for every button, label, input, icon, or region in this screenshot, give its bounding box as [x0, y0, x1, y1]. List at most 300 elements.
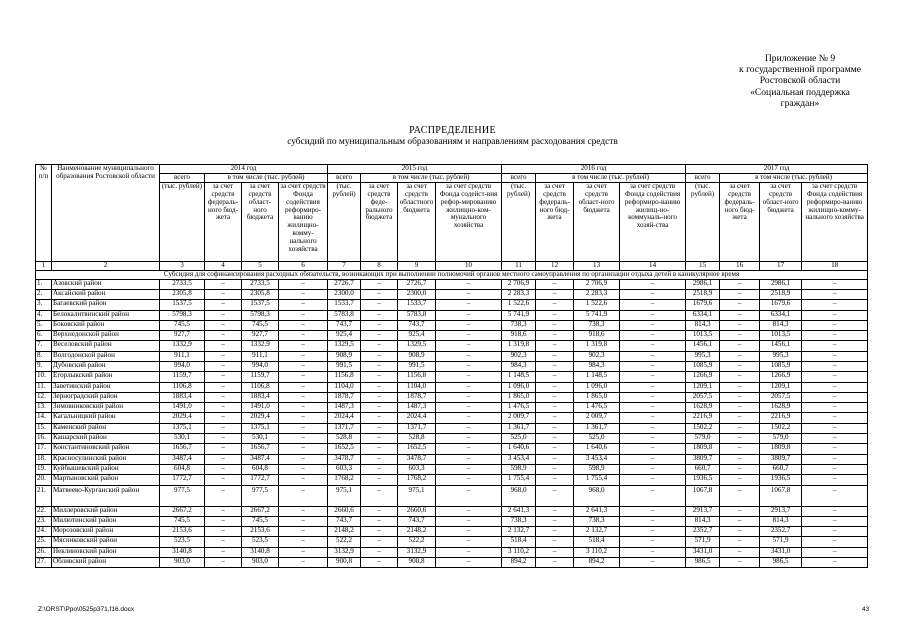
- total-value: 911,1: [160, 351, 205, 361]
- row-number: 17.: [36, 444, 52, 454]
- total-value: 994,0: [160, 362, 205, 372]
- fund-value: –: [279, 475, 328, 485]
- federal-value: –: [361, 485, 398, 506]
- regional-value: 1679,6: [760, 300, 802, 310]
- federal-value: –: [205, 310, 242, 320]
- row-number: 4.: [36, 310, 52, 320]
- total-value: 1 096,0: [502, 382, 536, 392]
- table-row: [36, 454, 868, 464]
- federal-value: –: [536, 289, 574, 299]
- regional-value: 5798,3: [242, 310, 279, 320]
- district-name: Миллеровский район: [52, 506, 160, 516]
- fund-value: –: [436, 423, 502, 433]
- fund-value: –: [802, 475, 868, 485]
- federal-value: –: [720, 558, 760, 568]
- regional-value: 2518,9: [760, 289, 802, 299]
- appendix-line: Приложение № 9: [764, 53, 836, 64]
- fund-value: –: [802, 300, 868, 310]
- regional-value: 525,0: [574, 434, 620, 444]
- total-value: 1 865,0: [502, 392, 536, 402]
- total-value: 2148,2: [328, 527, 361, 537]
- federal-value: –: [536, 403, 574, 413]
- regional-value: 1106,8: [242, 382, 279, 392]
- district-name: Константиновский район: [52, 444, 160, 454]
- header-including: в том числе (тыс. рублей): [361, 173, 502, 182]
- district-name: Мясниковский район: [52, 537, 160, 547]
- regional-value: 523,5: [242, 537, 279, 547]
- regional-value: 918,6: [574, 331, 620, 341]
- regional-value: 1375,1: [242, 423, 279, 433]
- fund-value: –: [620, 279, 686, 289]
- total-value: 2 641,3: [502, 506, 536, 516]
- total-value: 1013,5: [686, 331, 720, 341]
- fund-value: –: [279, 403, 328, 413]
- fund-value: –: [436, 516, 502, 526]
- total-value: 2216,9: [686, 413, 720, 423]
- fund-value: –: [436, 403, 502, 413]
- col-number: 15: [686, 261, 720, 270]
- table-row: [36, 506, 868, 516]
- col-number: 2: [52, 261, 160, 270]
- federal-value: –: [536, 341, 574, 351]
- total-value: 1156,8: [328, 372, 361, 382]
- regional-value: 1 319,8: [574, 341, 620, 351]
- fund-value: –: [279, 289, 328, 299]
- regional-value: 2733,5: [242, 279, 279, 289]
- appendix-line: граждан»: [780, 97, 820, 109]
- federal-value: –: [536, 444, 574, 454]
- fund-value: –: [802, 320, 868, 330]
- header-fund: за счет средств Фонда содействия реформиро-ванию жилищно-комму-нального хозяйства: [279, 182, 328, 261]
- regional-value: 911,1: [242, 351, 279, 361]
- col-number: 18: [802, 261, 868, 270]
- fund-value: –: [279, 382, 328, 392]
- fund-value: –: [802, 558, 868, 568]
- regional-value: 745,5: [242, 516, 279, 526]
- regional-value: 2352,7: [760, 527, 802, 537]
- header-federal: за счет средств федераль-ного бюд-жета: [536, 182, 574, 261]
- federal-value: –: [536, 331, 574, 341]
- regional-value: 991,5: [398, 362, 436, 372]
- federal-value: –: [205, 516, 242, 526]
- col-number: 17: [760, 261, 802, 270]
- federal-value: –: [720, 434, 760, 444]
- total-value: 604,8: [160, 464, 205, 474]
- regional-value: 2 283,3: [574, 289, 620, 299]
- regional-value: 604,8: [242, 464, 279, 474]
- total-value: 1 640,6: [502, 444, 536, 454]
- federal-value: –: [361, 527, 398, 537]
- total-value: 603,3: [328, 464, 361, 474]
- fund-value: –: [279, 300, 328, 310]
- row-number: 20.: [36, 475, 52, 485]
- regional-value: 2726,7: [398, 279, 436, 289]
- total-value: 2024,4: [328, 413, 361, 423]
- total-value: 5 741,9: [502, 310, 536, 320]
- total-value: 579,0: [686, 434, 720, 444]
- regional-value: 1159,7: [242, 372, 279, 382]
- total-value: 1 148,5: [502, 372, 536, 382]
- federal-value: –: [205, 527, 242, 537]
- federal-value: –: [205, 485, 242, 506]
- total-value: 1679,6: [686, 300, 720, 310]
- fund-value: –: [436, 485, 502, 506]
- federal-value: –: [720, 351, 760, 361]
- total-value: 2300,0: [328, 289, 361, 299]
- district-name: Егорлыкский район: [52, 372, 160, 382]
- district-name: Дубовский район: [52, 362, 160, 372]
- regional-value: 738,3: [574, 516, 620, 526]
- subsidy-table: [35, 164, 868, 568]
- fund-value: –: [802, 527, 868, 537]
- fund-value: –: [436, 475, 502, 485]
- federal-value: –: [361, 516, 398, 526]
- federal-value: –: [361, 341, 398, 351]
- federal-value: –: [536, 392, 574, 402]
- row-number: 2.: [36, 289, 52, 299]
- fund-value: –: [279, 558, 328, 568]
- regional-value: 3809,7: [760, 454, 802, 464]
- total-value: 3 453,4: [502, 454, 536, 464]
- total-value: 1106,8: [160, 382, 205, 392]
- fund-value: –: [436, 537, 502, 547]
- fund-value: –: [279, 454, 328, 464]
- federal-value: –: [720, 527, 760, 537]
- fund-value: –: [436, 454, 502, 464]
- header-regional: за счет средств областного бюджета: [398, 182, 436, 261]
- federal-value: –: [536, 310, 574, 320]
- total-value: 977,5: [160, 485, 205, 506]
- federal-value: –: [205, 413, 242, 423]
- regional-value: 738,3: [574, 320, 620, 330]
- federal-value: –: [205, 423, 242, 433]
- table-body: [36, 279, 868, 568]
- header-year-2014: 2014 год: [160, 165, 328, 174]
- col-number: 13: [574, 261, 620, 270]
- total-value: 2733,5: [160, 279, 205, 289]
- row-number: 27.: [36, 558, 52, 568]
- header-total-unit: (тыс. рублей): [502, 182, 536, 261]
- regional-value: 2300,0: [398, 289, 436, 299]
- federal-value: –: [361, 331, 398, 341]
- federal-value: –: [205, 444, 242, 454]
- row-number: 15.: [36, 423, 52, 433]
- total-value: 530,1: [160, 434, 205, 444]
- regional-value: 2024,4: [398, 413, 436, 423]
- federal-value: –: [205, 403, 242, 413]
- fund-value: –: [802, 434, 868, 444]
- fund-value: –: [279, 444, 328, 454]
- total-value: 3 110,2: [502, 547, 536, 557]
- federal-value: –: [536, 382, 574, 392]
- regional-value: 1656,7: [242, 444, 279, 454]
- fund-value: –: [279, 310, 328, 320]
- federal-value: –: [720, 289, 760, 299]
- total-value: 2 132,7: [502, 527, 536, 537]
- fund-value: –: [436, 434, 502, 444]
- header-regional: за счет средств област-ного бюджета: [242, 182, 279, 261]
- federal-value: –: [361, 351, 398, 361]
- table-row: [36, 289, 868, 299]
- total-value: 991,5: [328, 362, 361, 372]
- federal-value: –: [536, 537, 574, 547]
- regional-value: 977,5: [242, 485, 279, 506]
- federal-value: –: [205, 434, 242, 444]
- federal-value: –: [720, 485, 760, 506]
- district-name: Боковский район: [52, 320, 160, 330]
- regional-value: 1487,3: [398, 403, 436, 413]
- regional-value: 528,8: [398, 434, 436, 444]
- regional-value: 1883,4: [242, 392, 279, 402]
- federal-value: –: [720, 413, 760, 423]
- total-value: 1159,7: [160, 372, 205, 382]
- total-value: 1537,5: [160, 300, 205, 310]
- total-value: 2029,4: [160, 413, 205, 423]
- federal-value: –: [720, 310, 760, 320]
- district-name: Зерноградский район: [52, 392, 160, 402]
- federal-value: –: [205, 351, 242, 361]
- federal-value: –: [361, 382, 398, 392]
- total-value: 5798,3: [160, 310, 205, 320]
- total-value: 2986,1: [686, 279, 720, 289]
- federal-value: –: [361, 506, 398, 516]
- document-subtitle: субсидий по муниципальным образованиям и направлениям расходования средств: [287, 137, 618, 147]
- fund-value: –: [620, 289, 686, 299]
- total-value: 927,7: [160, 331, 205, 341]
- fund-value: –: [620, 310, 686, 320]
- district-name: Неклиновский район: [52, 547, 160, 557]
- federal-value: –: [205, 537, 242, 547]
- federal-value: –: [361, 392, 398, 402]
- row-number: 8.: [36, 351, 52, 361]
- col-number: 3: [160, 261, 205, 270]
- total-value: 3140,8: [160, 547, 205, 557]
- regional-value: 894,2: [574, 558, 620, 568]
- fund-value: –: [279, 351, 328, 361]
- table-row: [36, 403, 868, 413]
- regional-value: 3478,7: [398, 454, 436, 464]
- fund-value: –: [436, 413, 502, 423]
- total-value: 814,3: [686, 320, 720, 330]
- total-value: 745,5: [160, 516, 205, 526]
- total-value: 1375,1: [160, 423, 205, 433]
- total-value: 1 755,4: [502, 475, 536, 485]
- regional-value: 522,2: [398, 537, 436, 547]
- header-regional: за счет средств област-ного бюджета: [760, 182, 802, 261]
- fund-value: –: [802, 423, 868, 433]
- total-value: 1104,0: [328, 382, 361, 392]
- total-value: 745,5: [160, 320, 205, 330]
- col-number: 14: [620, 261, 686, 270]
- regional-value: 2057,5: [760, 392, 802, 402]
- federal-value: –: [536, 413, 574, 423]
- total-value: 900,8: [328, 558, 361, 568]
- table-row: [36, 372, 868, 382]
- fund-value: –: [620, 558, 686, 568]
- regional-value: 900,8: [398, 558, 436, 568]
- fund-value: –: [436, 444, 502, 454]
- regional-value: 927,7: [242, 331, 279, 341]
- fund-value: –: [802, 444, 868, 454]
- regional-value: 2 009,7: [574, 413, 620, 423]
- district-name: Обливский район: [52, 558, 160, 568]
- fund-value: –: [436, 300, 502, 310]
- fund-value: –: [436, 527, 502, 537]
- regional-value: 2153,6: [242, 527, 279, 537]
- col-number: 1: [36, 261, 52, 270]
- total-value: 738,3: [502, 516, 536, 526]
- fund-value: –: [620, 516, 686, 526]
- federal-value: –: [720, 506, 760, 516]
- header-total: всего: [502, 173, 536, 182]
- total-value: 894,2: [502, 558, 536, 568]
- fund-value: –: [279, 279, 328, 289]
- district-name: Волгодонской район: [52, 351, 160, 361]
- table-row: [36, 423, 868, 433]
- appendix-line: к государственной программе: [739, 64, 861, 76]
- regional-value: 1628,9: [760, 403, 802, 413]
- district-name: Мартыновский район: [52, 475, 160, 485]
- fund-value: –: [436, 506, 502, 516]
- col-number: 7: [328, 261, 361, 270]
- table-row: [36, 547, 868, 557]
- federal-value: –: [536, 372, 574, 382]
- total-value: 2153,6: [160, 527, 205, 537]
- total-value: 2 706,9: [502, 279, 536, 289]
- regional-value: 579,0: [760, 434, 802, 444]
- federal-value: –: [536, 320, 574, 330]
- regional-value: 3 110,2: [574, 547, 620, 557]
- footer-file-path: Z:\ORST\Ppo\0525p371.f16.docx: [38, 606, 135, 613]
- federal-value: –: [536, 434, 574, 444]
- fund-value: –: [436, 547, 502, 557]
- district-name: Милютинский район: [52, 516, 160, 526]
- regional-value: 1 148,5: [574, 372, 620, 382]
- regional-value: 1768,2: [398, 475, 436, 485]
- federal-value: –: [361, 547, 398, 557]
- federal-value: –: [205, 300, 242, 310]
- total-value: 918,6: [502, 331, 536, 341]
- federal-value: –: [361, 310, 398, 320]
- total-value: 902,3: [502, 351, 536, 361]
- federal-value: –: [536, 464, 574, 474]
- federal-value: –: [536, 506, 574, 516]
- federal-value: –: [205, 475, 242, 485]
- regional-value: 2 132,7: [574, 527, 620, 537]
- regional-value: 2 641,3: [574, 506, 620, 516]
- regional-value: 1329,5: [398, 341, 436, 351]
- regional-value: 1936,5: [760, 475, 802, 485]
- federal-value: –: [720, 392, 760, 402]
- page-number: 43: [862, 606, 870, 613]
- fund-value: –: [620, 300, 686, 310]
- regional-value: 745,5: [242, 320, 279, 330]
- fund-value: –: [802, 537, 868, 547]
- regional-value: 814,3: [760, 320, 802, 330]
- fund-value: –: [436, 351, 502, 361]
- fund-value: –: [620, 423, 686, 433]
- row-number: 11.: [36, 382, 52, 392]
- federal-value: –: [536, 351, 574, 361]
- total-value: 984,3: [502, 362, 536, 372]
- federal-value: –: [720, 475, 760, 485]
- row-number: 26.: [36, 547, 52, 557]
- regional-value: 1104,0: [398, 382, 436, 392]
- table-row: [36, 392, 868, 402]
- regional-value: 1 522,6: [574, 300, 620, 310]
- regional-value: 3132,9: [398, 547, 436, 557]
- federal-value: –: [361, 475, 398, 485]
- federal-value: –: [536, 300, 574, 310]
- fund-value: –: [279, 516, 328, 526]
- fund-value: –: [279, 434, 328, 444]
- total-value: 1533,7: [328, 300, 361, 310]
- regional-value: 518,4: [574, 537, 620, 547]
- header-fund: за счет средств Фонда содействия реформиро-ванию жилищно-комму-нального хозяйства: [802, 182, 868, 261]
- table-row: [36, 362, 868, 372]
- regional-value: 5783,8: [398, 310, 436, 320]
- total-value: 1652,5: [328, 444, 361, 454]
- regional-value: 1156,8: [398, 372, 436, 382]
- total-value: 1266,9: [686, 372, 720, 382]
- regional-value: 1 361,7: [574, 423, 620, 433]
- fund-value: –: [620, 485, 686, 506]
- regional-value: 3140,8: [242, 547, 279, 557]
- fund-value: –: [802, 413, 868, 423]
- federal-value: –: [720, 331, 760, 341]
- regional-value: 814,3: [760, 516, 802, 526]
- federal-value: –: [361, 413, 398, 423]
- total-value: 3809,7: [686, 454, 720, 464]
- regional-value: 1332,9: [242, 341, 279, 351]
- row-number: 6.: [36, 331, 52, 341]
- header-including: в том числе (тыс. рублей): [205, 173, 328, 182]
- fund-value: –: [620, 320, 686, 330]
- row-number: 10.: [36, 372, 52, 382]
- fund-value: –: [436, 372, 502, 382]
- total-value: 1371,7: [328, 423, 361, 433]
- table-row: [36, 444, 868, 454]
- row-number: 1.: [36, 279, 52, 289]
- total-value: 2305,8: [160, 289, 205, 299]
- district-name: Кашарский район: [52, 434, 160, 444]
- header-total-unit: (тыс. рублей): [686, 182, 720, 261]
- fund-value: –: [436, 320, 502, 330]
- total-value: 743,7: [328, 320, 361, 330]
- row-number: 23.: [36, 516, 52, 526]
- fund-value: –: [802, 341, 868, 351]
- federal-value: –: [536, 527, 574, 537]
- total-value: 1329,5: [328, 341, 361, 351]
- fund-value: –: [279, 485, 328, 506]
- regional-value: 1209,1: [760, 382, 802, 392]
- appendix-line: Ростовской области: [759, 75, 841, 87]
- district-name: Каменский район: [52, 423, 160, 433]
- total-value: 1878,7: [328, 392, 361, 402]
- regional-value: 903,0: [242, 558, 279, 568]
- district-name: Куйбышевский район: [52, 464, 160, 474]
- regional-value: 743,7: [398, 516, 436, 526]
- federal-value: –: [536, 516, 574, 526]
- federal-value: –: [205, 464, 242, 474]
- total-value: 995,3: [686, 351, 720, 361]
- total-value: 1502,2: [686, 423, 720, 433]
- regional-value: 984,3: [574, 362, 620, 372]
- total-value: 1809,8: [686, 444, 720, 454]
- federal-value: –: [205, 454, 242, 464]
- row-number: 19.: [36, 464, 52, 474]
- total-value: 2913,7: [686, 506, 720, 516]
